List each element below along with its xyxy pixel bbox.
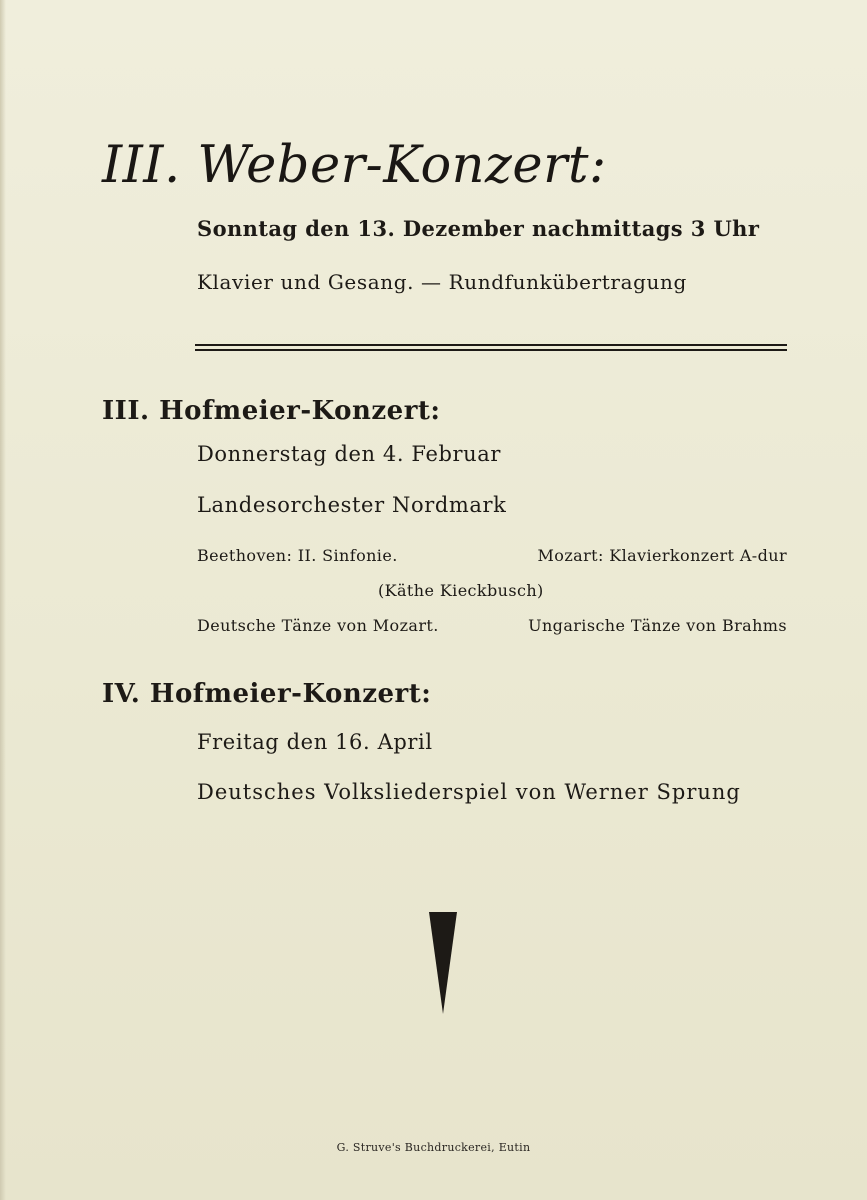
concert-3-program-right-2: Ungarische Tänze von Brahms [528, 616, 787, 635]
concert-3-date: Donnerstag den 4. Februar [197, 442, 502, 466]
page-title: III. Weber-Konzert: [102, 136, 607, 195]
concert-4-date: Freitag den 16. April [197, 730, 433, 754]
event-details: Klavier und Gesang. — Rundfunkübertragung [197, 270, 687, 294]
event-date: Sonntag den 13. Dezember nachmittags 3 Uhr [197, 216, 760, 241]
printer-imprint: G. Struve's Buchdruckerei, Eutin [336, 1141, 531, 1154]
concert-3-heading: III. Hofmeier-Konzert: [102, 396, 441, 426]
concert-4-heading: IV. Hofmeier-Konzert: [102, 679, 432, 709]
concert-3-program-left-2: Deutsche Tänze von Mozart. [197, 616, 439, 635]
paper-fold-shadow [0, 0, 6, 1200]
concert-3-program-left: Beethoven: II. Sinfonie. [197, 546, 398, 565]
concert-3-program-right: Mozart: Klavierkonzert A-dur [537, 546, 787, 565]
divider-rule-top [195, 344, 787, 346]
concert-3-orchestra: Landesorchester Nordmark [197, 493, 507, 517]
wedge-ornament-icon [429, 912, 457, 1014]
divider-rule-bottom [195, 349, 787, 351]
concert-3-soloist: (Käthe Kieckbusch) [378, 581, 544, 600]
concert-4-program: Deutsches Volksliederspiel von Werner Sprung [197, 780, 741, 804]
